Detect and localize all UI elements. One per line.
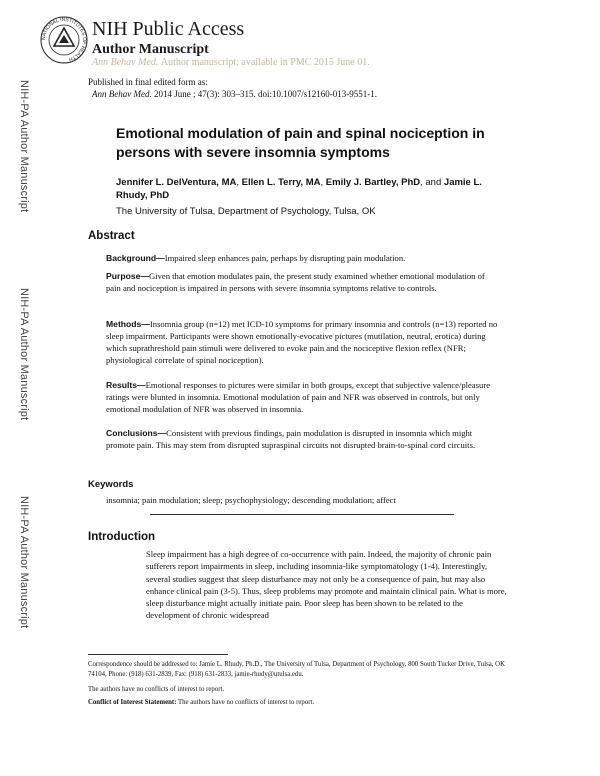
coi-text: The authors have no conflicts of interest to report. [176, 699, 315, 706]
keywords-text: insomnia; pain modulation; sleep; psychophysiology; descending modulation; affect [106, 495, 396, 505]
side-banner: NIH-PA Author Manuscript [18, 496, 30, 629]
abstract-methods [106, 318, 498, 366]
citation-text: 2014 June ; 47(3): 303–315. doi:10.1007/s12160-013-9551-1. [153, 89, 377, 99]
abstract-conclusions-label: Conclusions— [106, 428, 167, 438]
abstract-purpose [106, 270, 498, 294]
side-banner: NIH-PA Author Manuscript [18, 288, 30, 421]
author-separator: , [236, 177, 242, 188]
introduction-heading: Introduction [88, 531, 156, 543]
logo-ring-text: NATIONAL INSTITUTES OF HEALTH [40, 16, 88, 63]
abstract-background-label: Background— [106, 253, 165, 263]
header-subtitle: Author Manuscript [92, 42, 209, 57]
conflicts-footnote: The authors have no conflicts of interest to report. [88, 686, 225, 693]
nih-logo [40, 16, 88, 64]
divider [150, 514, 454, 515]
keywords-heading: Keywords [88, 479, 134, 490]
author-list [116, 176, 516, 202]
published-note: Published in final edited form as: [88, 77, 208, 87]
citation-journal: Ann Behav Med. [92, 89, 152, 99]
abstract-results [106, 379, 498, 415]
abstract-heading: Abstract [88, 230, 135, 242]
author-separator: , and [420, 177, 444, 188]
citation-line [92, 89, 377, 100]
author-separator: , [320, 177, 326, 188]
abstract-methods-text: Insomnia group (n=12) met ICD-10 symptoms for primary insomnia and controls (n=13) reported no sleep impairment. Participants were shown emotionally-evocative pictures (mutilation, neutral, erotica) during which suprathreshold pain stimuli were delivered to evoke pain and the nociceptive flexion reflex (NFR; physiological correlate of spinal nociception). [106, 319, 498, 365]
introduction-text: Sleep impairment has a high degree of co-occurrence with pain. Indeed, the majority of chronic pain sufferers report impairments in sleep, including insomnia-like symptomatology (1-4). Interestingly, several studies suggest that sleep disturbance may not only be a consequence of pain, but may also enhance clinical pain (3-5). Thus, sleep problems may promote and maintain clinical pain. What is more, sleep disturbance might actually initiate pain. Poor sleep has been shown to be related to the development of chronic widespread [146, 549, 507, 621]
abstract-methods-label: Methods— [106, 319, 150, 329]
abstract-conclusions-text: Consistent with previous findings, pain modulation is disrupted in insomnia which might promote pain. This may stem from disrupted supraspinal circuits not disrupted brain-to-spinal cord circuits. [106, 428, 476, 450]
abstract-conclusions [106, 427, 498, 451]
abstract-results-label: Results— [106, 380, 146, 390]
footnote-divider [88, 654, 228, 655]
side-banner: NIH-PA Author Manuscript [18, 80, 30, 213]
header-availability [92, 57, 370, 69]
correspondence-footnote: Correspondence should be addressed to: Jamie L. Rhudy, Ph.D., The University of Tulsa, Department of Psychology, 800 South Tucker Drive, Tulsa, OK 74104, Phone: (918) 631-2839, Fax: (918) 631-2833, jamie-rhudy@utulsa.edu. [88, 661, 505, 678]
coi-statement [88, 698, 314, 707]
abstract-background-text: Impaired sleep enhances pain, perhaps by disrupting pain modulation. [164, 253, 406, 263]
author-name: Jamie L. Rhudy, PhD [116, 177, 482, 201]
abstract-background [106, 252, 498, 264]
author-name: Jennifer L. DelVentura, MA [116, 177, 237, 188]
author-name: Ellen L. Terry, MA [241, 177, 321, 188]
abstract-purpose-text: Given that emotion modulates pain, the present study examined whether emotional modulation of pain and nociception is impaired in persons with severe insomnia symptoms relative to controls. [106, 271, 485, 293]
article-title: Emotional modulation of pain and spinal nociception in persons with severe insomnia symptoms [116, 125, 485, 160]
abstract-purpose-label: Purpose— [106, 271, 149, 281]
affiliation: The University of Tulsa, Department of Psychology, Tulsa, OK [116, 206, 376, 217]
abstract-results-text: Emotional responses to pictures were similar in both groups, except that subjective valence/pleasure ratings were blunted in insomnia. Emotional modulation of pain and NFR was observed in controls, but only emotional modulation of NFR was observed in insomnia. [106, 380, 491, 414]
header-title: NIH Public Access [92, 18, 245, 40]
author-name: Emily J. Bartley, PhD [325, 177, 421, 188]
header-availability-text: Author manuscript; available in PMC 2015 June 01. [160, 57, 370, 68]
header-journal: Ann Behav Med. [92, 57, 159, 68]
coi-label: Conflict of Interest Statement: [88, 699, 177, 706]
